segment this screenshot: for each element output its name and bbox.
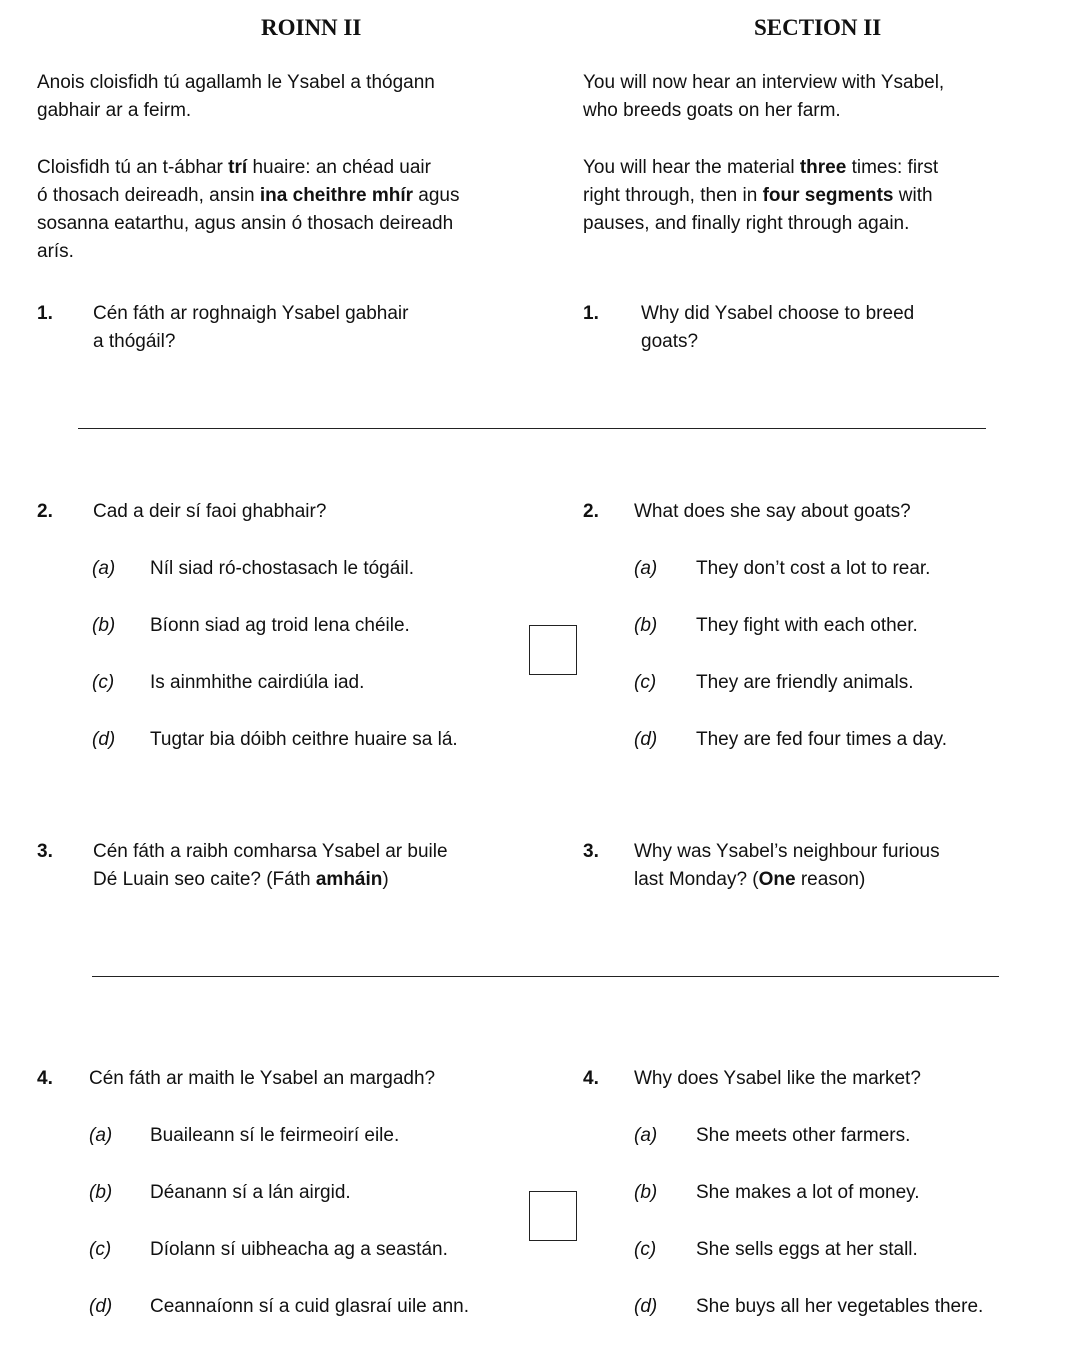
- q2-option-b-letter-english: (b): [634, 615, 658, 636]
- q2-option-d-english: They are fed four times a day.: [696, 729, 947, 750]
- q4-number-english: 4.: [583, 1068, 599, 1089]
- instructions-irish-line3: sosanna eatarthu, agus ansin ó thosach deireadh: [37, 213, 454, 234]
- q4-irish: Cén fáth ar maith le Ysabel an margadh?: [89, 1068, 436, 1089]
- q4-option-a-english: She meets other farmers.: [696, 1125, 911, 1146]
- q2-option-a-letter-irish: (a): [92, 558, 116, 579]
- q2-irish: Cad a deir sí faoi ghabhair?: [93, 501, 327, 522]
- q2-option-d-letter-irish: (d): [92, 729, 116, 750]
- q1-number-english: 1.: [583, 303, 599, 324]
- q4-option-d-letter-english: (d): [634, 1296, 658, 1317]
- q4-option-d-letter-irish: (d): [89, 1296, 113, 1317]
- q2-option-c-letter-english: (c): [634, 672, 657, 693]
- q4-option-b-letter-irish: (b): [89, 1182, 113, 1203]
- q2-option-d-letter-english: (d): [634, 729, 658, 750]
- q1-english-line1: Why did Ysabel choose to breed: [641, 303, 915, 324]
- q2-english: What does she say about goats?: [634, 501, 911, 522]
- q3-number-irish: 3.: [37, 841, 53, 862]
- instructions-irish-line1: Cloisfidh tú an t-ábhar trí huaire: an chéad uair: [37, 157, 431, 178]
- q2-answer-box[interactable]: [529, 625, 577, 675]
- q1-english-line2: goats?: [641, 331, 699, 352]
- q2-number-irish: 2.: [37, 501, 53, 522]
- intro-english-line2: who breeds goats on her farm.: [583, 100, 841, 121]
- q2-option-c-irish: Is ainmhithe cairdiúla iad.: [150, 672, 365, 693]
- instructions-irish-line2: ó thosach deireadh, ansin ina cheithre mhír agus: [37, 185, 460, 206]
- q1-answer-line[interactable]: [78, 428, 986, 429]
- q2-option-a-letter-english: (a): [634, 558, 658, 579]
- q1-number-irish: 1.: [37, 303, 53, 324]
- q3-irish-line2: Dé Luain seo caite? (Fáth amháin): [93, 869, 389, 890]
- instructions-english-line1: You will hear the material three times: first: [583, 157, 939, 178]
- q4-option-b-english: She makes a lot of money.: [696, 1182, 920, 1203]
- q4-answer-box[interactable]: [529, 1191, 577, 1241]
- q4-option-d-english: She buys all her vegetables there.: [696, 1296, 984, 1317]
- heading-english: SECTION II: [754, 15, 882, 40]
- q3-english-line2: last Monday? (One reason): [634, 869, 866, 890]
- q4-option-d-irish: Ceannaíonn sí a cuid glasraí uile ann.: [150, 1296, 469, 1317]
- intro-irish-line2: gabhair ar a feirm.: [37, 100, 192, 121]
- q4-number-irish: 4.: [37, 1068, 53, 1089]
- q2-option-c-english: They are friendly animals.: [696, 672, 914, 693]
- instructions-english-line2: right through, then in four segments with: [583, 185, 933, 206]
- q2-option-a-irish: Níl siad ró-chostasach le tógáil.: [150, 558, 415, 579]
- q2-option-d-irish: Tugtar bia dóibh ceithre huaire sa lá.: [150, 729, 458, 750]
- q3-number-english: 3.: [583, 841, 599, 862]
- q3-english-line1: Why was Ysabel’s neighbour furious: [634, 841, 940, 862]
- q4-option-b-irish: Déanann sí a lán airgid.: [150, 1182, 351, 1203]
- q2-option-c-letter-irish: (c): [92, 672, 115, 693]
- q4-option-b-letter-english: (b): [634, 1182, 658, 1203]
- q2-option-b-english: They fight with each other.: [696, 615, 918, 636]
- q2-option-b-letter-irish: (b): [92, 615, 116, 636]
- q4-option-a-irish: Buaileann sí le feirmeoirí eile.: [150, 1125, 400, 1146]
- q4-option-a-letter-irish: (a): [89, 1125, 113, 1146]
- intro-english-line1: You will now hear an interview with Ysabel,: [583, 72, 945, 93]
- q4-option-c-letter-english: (c): [634, 1239, 657, 1260]
- q4-option-a-letter-english: (a): [634, 1125, 658, 1146]
- heading-irish: ROINN II: [261, 15, 362, 40]
- instructions-english-line3: pauses, and finally right through again.: [583, 213, 910, 234]
- q3-irish-line1: Cén fáth a raibh comharsa Ysabel ar buile: [93, 841, 448, 862]
- q4-option-c-irish: Díolann sí uibheacha ag a seastán.: [150, 1239, 448, 1260]
- q4-option-c-english: She sells eggs at her stall.: [696, 1239, 918, 1260]
- q2-number-english: 2.: [583, 501, 599, 522]
- q4-option-c-letter-irish: (c): [89, 1239, 112, 1260]
- intro-irish-line1: Anois cloisfidh tú agallamh le Ysabel a thógann: [37, 72, 435, 93]
- q1-irish-line2: a thógáil?: [93, 331, 176, 352]
- q4-english: Why does Ysabel like the market?: [634, 1068, 921, 1089]
- q2-option-a-english: They don’t cost a lot to rear.: [696, 558, 931, 579]
- instructions-irish-line4: arís.: [37, 241, 74, 262]
- q2-option-b-irish: Bíonn siad ag troid lena chéile.: [150, 615, 410, 636]
- q3-answer-line[interactable]: [92, 976, 999, 977]
- q1-irish-line1: Cén fáth ar roghnaigh Ysabel gabhair: [93, 303, 409, 324]
